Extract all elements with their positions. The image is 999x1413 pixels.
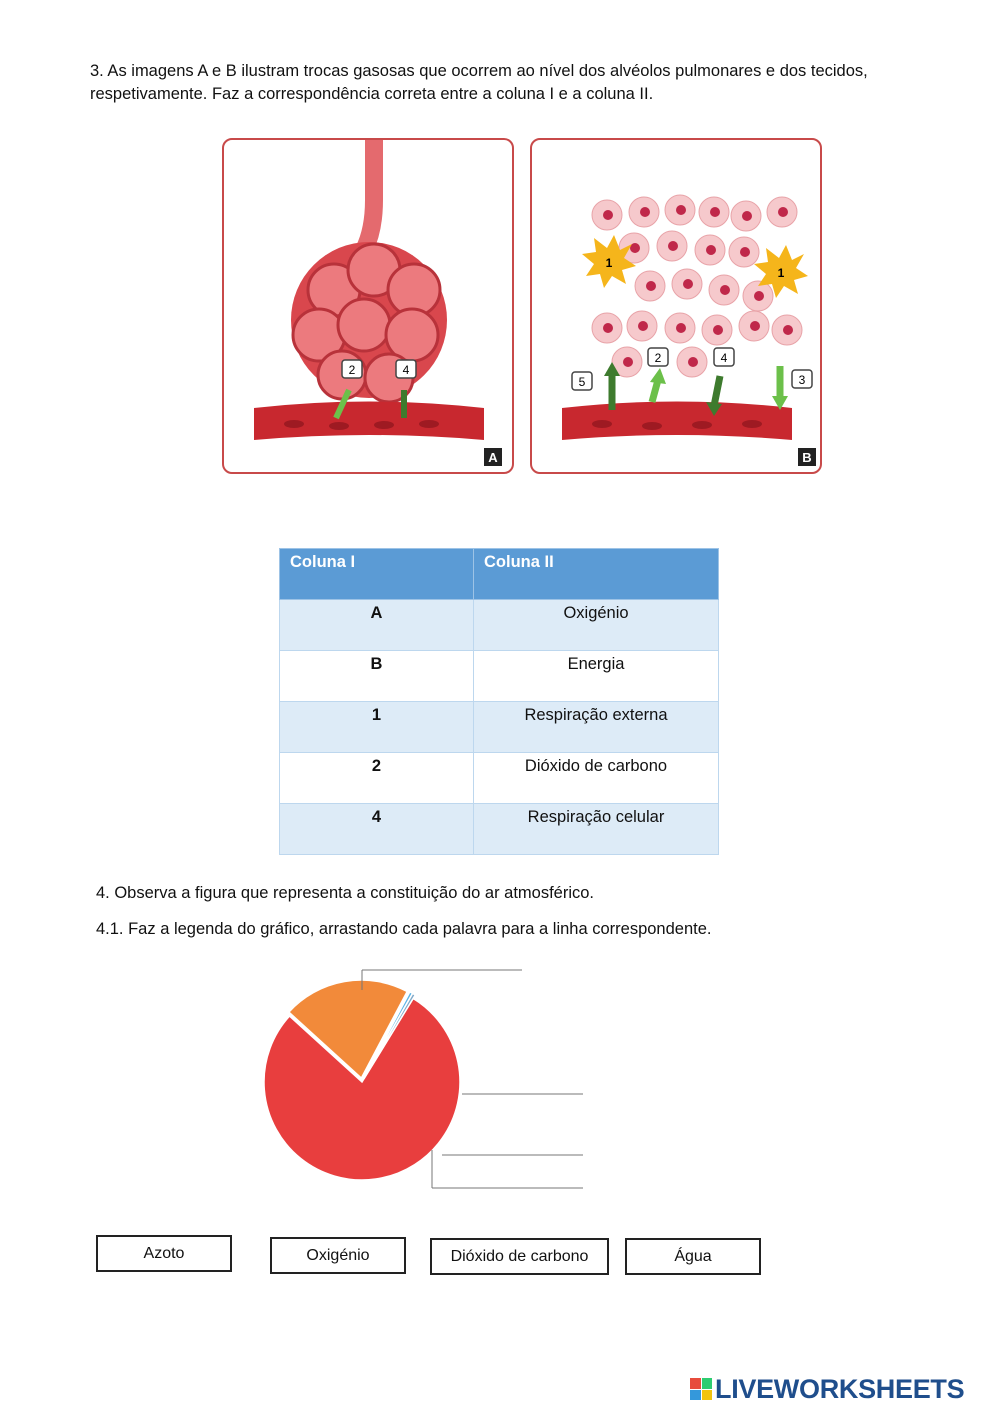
b-arrow-label: 4 xyxy=(720,351,728,365)
word-dioxido-de-carbono[interactable]: Dióxido de carbono xyxy=(430,1238,609,1275)
b-arrow-label: 5 xyxy=(578,375,586,389)
cell-nucleus xyxy=(713,325,723,335)
alveoli-cluster xyxy=(291,242,447,402)
table-cell: A xyxy=(280,600,474,651)
cell-nucleus xyxy=(783,325,793,335)
cell-nucleus xyxy=(683,279,693,289)
cell-nucleus xyxy=(754,291,764,301)
table-row xyxy=(280,804,719,855)
table-row xyxy=(280,600,719,651)
cell-nucleus xyxy=(750,321,760,331)
arrow-2 xyxy=(652,380,658,402)
star-label: 1 xyxy=(605,256,613,270)
word-azoto[interactable]: Azoto xyxy=(96,1235,232,1272)
figures-a-b xyxy=(222,138,844,478)
cell-nucleus xyxy=(740,247,750,257)
star-label: 1 xyxy=(777,266,785,280)
table-cell: Oxigénio xyxy=(474,600,719,651)
pie-chart xyxy=(250,960,610,1200)
word-oxigenio[interactable]: Oxigénio xyxy=(270,1237,406,1274)
table-cell: Dióxido de carbono xyxy=(474,753,719,804)
cell-nucleus xyxy=(668,241,678,251)
air-composition-chart xyxy=(250,960,610,1200)
cell-nucleus xyxy=(640,207,650,217)
panel-a xyxy=(222,138,514,474)
alveoli-illustration xyxy=(224,140,512,472)
panel-b-label: B xyxy=(802,450,812,465)
table-header: Coluna I xyxy=(280,549,474,600)
matching-table xyxy=(279,548,719,855)
cell-nucleus xyxy=(742,211,752,221)
table-cell: Respiração externa xyxy=(474,702,719,753)
table-cell: 1 xyxy=(280,702,474,753)
cell-nucleus xyxy=(706,245,716,255)
b-arrow-label: 3 xyxy=(798,373,806,387)
cell-nucleus xyxy=(638,321,648,331)
a-arrow-label: 4 xyxy=(402,363,410,377)
cell-nucleus xyxy=(603,323,613,333)
cell-nucleus xyxy=(720,285,730,295)
table-row xyxy=(280,702,719,753)
table-header: Coluna II xyxy=(474,549,719,600)
tissue-cells xyxy=(592,195,802,377)
cell-nucleus xyxy=(778,207,788,217)
panel-a-label: A xyxy=(488,450,498,465)
question-3-text: 3. As imagens A e B ilustram trocas gasosas que ocorrem ao nível dos alvéolos pulmonares e dos tecidos, respetivamente. Faz a correspondência correta entre a coluna I e a coluna II. xyxy=(90,62,868,103)
word-agua[interactable]: Água xyxy=(625,1238,761,1275)
cell-nucleus xyxy=(688,357,698,367)
cell-nucleus xyxy=(623,357,633,367)
panel-b xyxy=(530,138,822,474)
cell-nucleus xyxy=(676,323,686,333)
cell-nucleus xyxy=(646,281,656,291)
question-4-title: 4. Observa a figura que representa a constituição do ar atmosférico. xyxy=(96,884,595,902)
table-cell: Energia xyxy=(474,651,719,702)
table-row xyxy=(280,753,719,804)
question-4-1-text: 4.1. Faz a legenda do gráfico, arrastando cada palavra para a linha correspondente. xyxy=(96,920,712,938)
arrow-4 xyxy=(714,376,720,406)
logo-text: LIVEWORKSHEETS xyxy=(715,1373,965,1404)
tissue-illustration xyxy=(532,140,820,472)
logo-icon xyxy=(690,1378,712,1400)
table-row xyxy=(280,651,719,702)
b-arrow-label: 2 xyxy=(654,351,662,365)
a-arrow-label: 2 xyxy=(348,363,356,377)
liveworksheets-logo[interactable] xyxy=(690,1375,964,1403)
table-cell: Respiração celular xyxy=(474,804,719,855)
cell-nucleus xyxy=(710,207,720,217)
cell-nucleus xyxy=(603,210,613,220)
cell-nucleus xyxy=(676,205,686,215)
table-cell: 4 xyxy=(280,804,474,855)
table-cell: 2 xyxy=(280,753,474,804)
table-cell: B xyxy=(280,651,474,702)
